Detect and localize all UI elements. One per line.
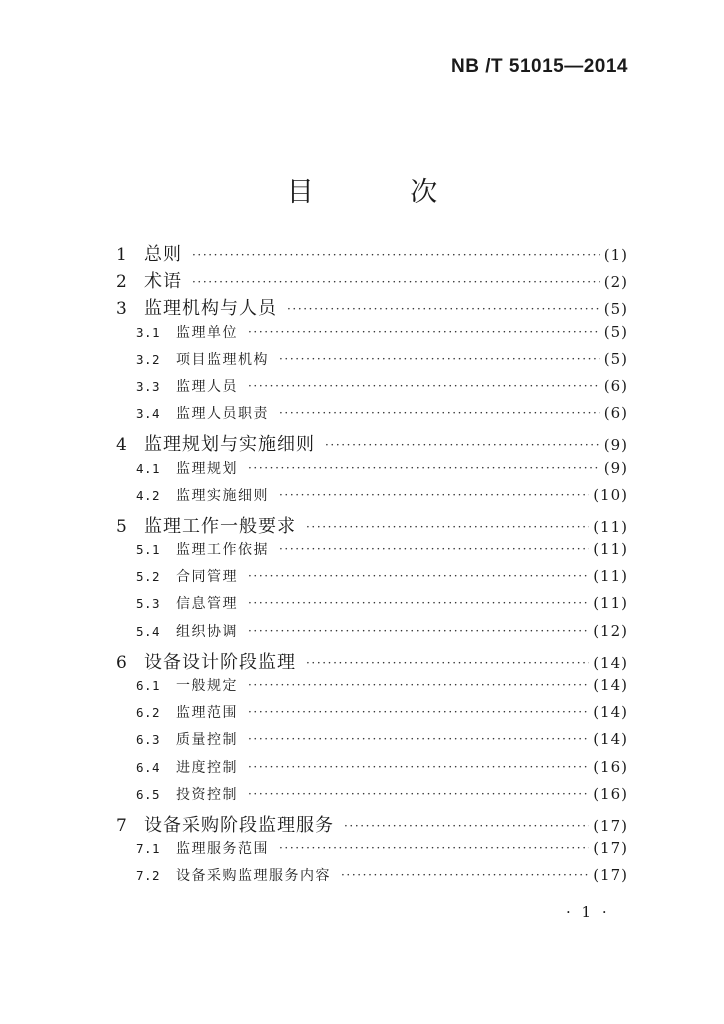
toc-dot-leader [248, 678, 589, 692]
toc-entry-title: 总则 [144, 244, 182, 265]
page-number: · 1 · [566, 903, 610, 921]
toc-entry-page: (14) [593, 730, 628, 749]
table-of-contents [116, 240, 628, 893]
toc-entry-page: (11) [593, 517, 628, 536]
toc-section-entry[interactable] [116, 838, 628, 865]
toc-section-entry[interactable] [116, 865, 628, 892]
toc-entry-title: 信息管理 [176, 596, 238, 613]
toc-entry-page: (12) [593, 621, 628, 640]
toc-dot-leader [306, 520, 589, 534]
toc-chapter-entry[interactable] [116, 811, 628, 838]
toc-dot-leader [279, 406, 600, 420]
toc-dot-leader [248, 624, 589, 638]
toc-section-entry[interactable] [116, 757, 628, 784]
toc-dot-leader [248, 596, 589, 610]
toc-section-entry[interactable] [116, 621, 628, 648]
toc-section-entry[interactable] [116, 403, 628, 430]
toc-entry-page: (17) [593, 816, 628, 835]
toc-dot-leader [248, 760, 589, 774]
toc-entry-title: 设备采购监理服务内容 [176, 868, 331, 885]
toc-entry-title: 监理规划与实施细则 [144, 434, 315, 456]
toc-entry-number: 3.4 [136, 406, 161, 422]
toc-dot-leader [248, 732, 589, 746]
toc-entry-page: (14) [593, 703, 628, 722]
toc-dot-leader [306, 656, 589, 670]
toc-section-entry[interactable] [116, 539, 628, 566]
toc-entry-number: 4.2 [136, 487, 161, 503]
toc-section-entry[interactable] [116, 349, 628, 376]
toc-dot-leader [248, 325, 600, 339]
toc-dot-leader [192, 248, 600, 262]
toc-entry-title: 监理人员 [176, 378, 238, 395]
toc-entry-page: (14) [593, 653, 628, 672]
toc-entry-page: (5) [603, 300, 628, 319]
toc-chapter-entry[interactable] [116, 648, 628, 675]
toc-entry-page: (6) [603, 404, 628, 423]
toc-entry-title: 进度控制 [176, 759, 238, 776]
toc-dot-leader [248, 461, 600, 475]
toc-dot-leader [287, 302, 600, 316]
toc-entry-page: (1) [603, 246, 628, 264]
toc-entry-title: 术语 [144, 271, 182, 293]
toc-entry-number: 5.4 [136, 623, 161, 639]
toc-entry-page: (6) [603, 376, 628, 395]
toc-dot-leader [279, 488, 589, 502]
toc-entry-title: 监理服务范围 [176, 841, 269, 858]
toc-entry-page: (14) [593, 676, 628, 694]
toc-dot-leader [279, 542, 589, 556]
toc-entry-title: 合同管理 [176, 569, 238, 586]
toc-entry-page: (5) [603, 349, 628, 368]
toc-entry-title: 监理人员职责 [176, 406, 269, 423]
toc-chapter-entry[interactable] [116, 294, 628, 321]
toc-entry-page: (11) [593, 594, 628, 613]
toc-entry-title: 设备采购阶段监理服务 [144, 814, 334, 836]
toc-section-entry[interactable] [116, 458, 628, 485]
toc-entry-page: (16) [593, 757, 628, 776]
toc-entry-title: 监理实施细则 [176, 487, 269, 504]
toc-entry-number: 7.2 [136, 868, 161, 884]
toc-entry-page: (9) [603, 436, 628, 455]
toc-entry-page: (10) [593, 485, 628, 504]
toc-entry-title: 项目监理机构 [176, 351, 269, 368]
toc-section-entry[interactable] [116, 675, 628, 702]
toc-section-entry[interactable] [116, 593, 628, 620]
toc-entry-title: 质量控制 [176, 732, 238, 749]
toc-entry-number: 4.1 [136, 460, 161, 476]
toc-entry-number: 5.1 [136, 542, 161, 558]
toc-section-entry[interactable] [116, 376, 628, 403]
toc-entry-number: 6 [116, 652, 127, 673]
toc-title: 目 次 [286, 177, 482, 208]
toc-entry-number: 7 [116, 815, 127, 836]
toc-entry-page: (9) [603, 458, 628, 477]
toc-entry-title: 监理规划 [176, 460, 238, 477]
toc-section-entry[interactable] [116, 322, 628, 349]
toc-section-entry[interactable] [116, 729, 628, 756]
toc-dot-leader [341, 868, 589, 882]
toc-entry-title: 监理范围 [176, 705, 238, 722]
toc-entry-number: 6.4 [136, 759, 161, 775]
toc-entry-title: 监理工作一般要求 [144, 515, 296, 537]
toc-entry-number: 3.3 [136, 378, 161, 394]
toc-chapter-entry[interactable] [116, 512, 628, 539]
toc-dot-leader [248, 787, 589, 801]
toc-entry-page: (17) [593, 866, 628, 885]
toc-entry-number: 2 [116, 272, 127, 293]
toc-dot-leader [248, 569, 589, 583]
toc-chapter-entry[interactable] [116, 240, 628, 267]
toc-entry-number: 4 [116, 435, 127, 456]
toc-dot-leader [248, 379, 600, 393]
toc-entry-number: 3.2 [136, 351, 161, 367]
toc-entry-title: 监理单位 [176, 324, 238, 341]
toc-dot-leader [248, 705, 589, 719]
toc-section-entry[interactable] [116, 702, 628, 729]
toc-section-entry[interactable] [116, 566, 628, 593]
toc-entry-number: 7.1 [136, 841, 161, 857]
toc-dot-leader [325, 438, 600, 452]
toc-chapter-entry[interactable] [116, 430, 628, 457]
toc-entry-number: 3.1 [136, 324, 161, 340]
toc-entry-title: 监理机构与人员 [144, 298, 277, 320]
toc-entry-number: 6.5 [136, 786, 161, 802]
toc-entry-page: (11) [593, 567, 628, 586]
toc-chapter-entry[interactable] [116, 267, 628, 294]
toc-entry-title: 组织协调 [176, 623, 238, 640]
toc-entry-number: 5.3 [136, 596, 161, 612]
toc-entry-page: (5) [603, 322, 628, 341]
toc-entry-number: 5.2 [136, 569, 161, 585]
toc-entry-title: 设备设计阶段监理 [144, 651, 296, 673]
toc-entry-title: 投资控制 [176, 786, 238, 803]
toc-section-entry[interactable] [116, 485, 628, 512]
toc-dot-leader [344, 819, 589, 833]
toc-entry-number: 6.3 [136, 732, 161, 748]
toc-entry-number: 1 [116, 245, 127, 265]
toc-entry-title: 一般规定 [176, 678, 238, 694]
standard-code: NB /T 51015—2014 [451, 56, 628, 77]
toc-entry-number: 5 [116, 516, 127, 537]
toc-entry-page: (11) [593, 540, 628, 559]
toc-dot-leader [279, 841, 589, 855]
toc-section-entry[interactable] [116, 784, 628, 811]
toc-entry-title: 监理工作依据 [176, 542, 269, 559]
toc-entry-page: (2) [603, 273, 628, 292]
toc-dot-leader [192, 275, 600, 289]
toc-entry-page: (16) [593, 784, 628, 803]
toc-entry-page: (17) [593, 839, 628, 858]
toc-dot-leader [279, 352, 600, 366]
toc-entry-number: 3 [116, 299, 127, 320]
toc-entry-number: 6.1 [136, 678, 161, 693]
toc-entry-number: 6.2 [136, 705, 161, 721]
